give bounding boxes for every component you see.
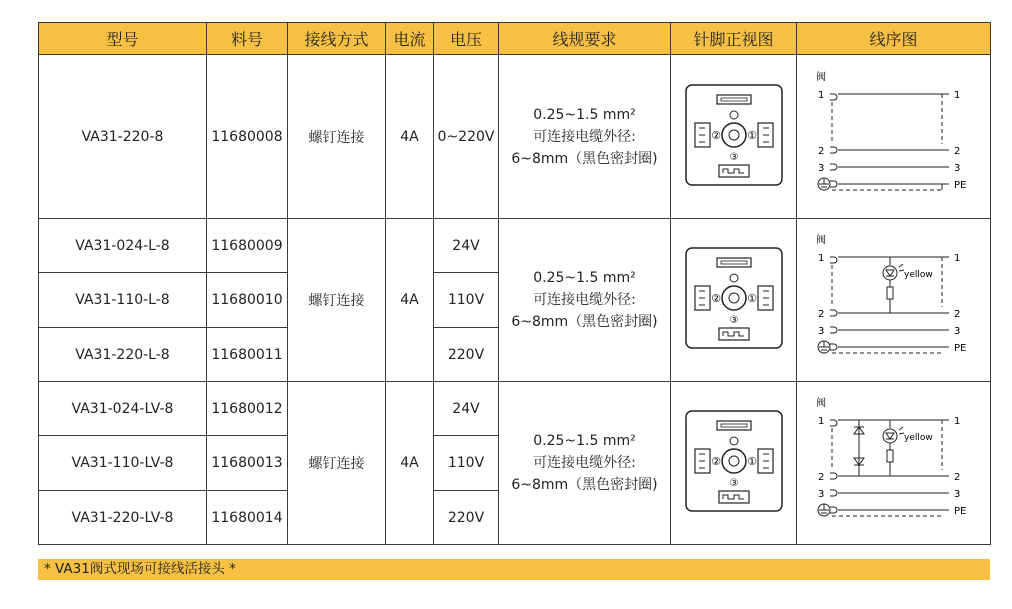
wiring-diagram-cell xyxy=(797,382,991,545)
part-no-cell: 11680014 xyxy=(207,491,288,545)
pin2-text: 2 xyxy=(817,145,824,157)
pin-view-cell xyxy=(671,382,797,545)
model-cell: VA31-024-L-8 xyxy=(39,219,207,273)
pin1-label: ① xyxy=(746,128,757,142)
pin3-text: 3 xyxy=(817,489,824,500)
wiring-cell: 螺钉连接 xyxy=(288,55,386,219)
led-color-label: yellow xyxy=(903,433,933,443)
current-cell: 4A xyxy=(386,55,434,219)
cable-od-value: 6~8mm（黑色密封圈) xyxy=(511,150,658,167)
part-no-cell: 11680012 xyxy=(207,382,288,436)
pin2-label: ② xyxy=(710,128,721,142)
part-no-cell: 11680011 xyxy=(207,328,288,382)
voltage-cell: 24V xyxy=(434,219,499,273)
pin2-label: ② xyxy=(710,455,721,468)
table-row xyxy=(39,219,991,273)
pe-text: PE xyxy=(953,506,966,517)
cable-spec-cell xyxy=(499,55,671,219)
connector-face-diagram xyxy=(679,406,789,516)
header-voltage: 电压 xyxy=(434,23,499,55)
header-cable: 线规要求 xyxy=(499,23,671,55)
pin2-out-text: 2 xyxy=(953,145,960,157)
cable-od-label: 可连接电缆外径: xyxy=(533,128,636,145)
voltage-cell: 110V xyxy=(434,273,499,328)
valve-label: 阀 xyxy=(815,71,826,83)
model-cell: VA31-220-8 xyxy=(39,55,207,219)
pin2-out-text: 2 xyxy=(953,309,960,320)
cable-gauge: 0.25~1.5 mm² xyxy=(533,433,636,449)
table-row xyxy=(39,382,991,436)
pin1-text: 1 xyxy=(817,89,824,101)
cable-od-label: 可连接电缆外径: xyxy=(533,292,636,308)
pin1-text: 1 xyxy=(817,416,824,427)
cable-od-value: 6~8mm（黑色密封圈) xyxy=(511,314,658,330)
cable-gauge: 0.25~1.5 mm² xyxy=(533,106,636,123)
pin1-text: 1 xyxy=(817,253,824,264)
current-cell: 4A xyxy=(386,382,434,545)
connector-face-diagram xyxy=(679,80,789,190)
wiring-diagram-cell xyxy=(797,55,991,219)
wiring-cell: 螺钉连接 xyxy=(288,382,386,545)
header-current: 电流 xyxy=(386,23,434,55)
pin1-out-text: 1 xyxy=(953,416,960,427)
part-no-cell: 11680008 xyxy=(207,55,288,219)
pin1-label: ① xyxy=(746,455,757,468)
connector-face-diagram xyxy=(679,243,789,353)
voltage-cell: 220V xyxy=(434,491,499,545)
pin-view-cell xyxy=(671,55,797,219)
pin3-out-text: 3 xyxy=(953,326,960,337)
pin3-label: ③ xyxy=(729,315,738,326)
table-row xyxy=(39,55,991,219)
wiring-diagram-cell xyxy=(797,219,991,382)
pin1-out-text: 1 xyxy=(953,253,960,264)
pin3-text: 3 xyxy=(817,162,824,174)
pin3-text: 3 xyxy=(817,326,824,337)
footer-note: * VA31阀式现场可接线活接头 * xyxy=(38,559,990,580)
wiring-diagram-led-varistor xyxy=(804,386,984,536)
pin3-out-text: 3 xyxy=(953,162,960,174)
part-no-cell: 11680013 xyxy=(207,436,288,491)
wiring-cell: 螺钉连接 xyxy=(288,219,386,382)
part-no-cell: 11680010 xyxy=(207,273,288,328)
pe-text: PE xyxy=(953,343,966,354)
pin3-label: ③ xyxy=(729,151,738,163)
cable-spec-cell xyxy=(499,219,671,382)
header-row xyxy=(39,23,991,55)
voltage-cell: 220V xyxy=(434,328,499,382)
model-cell: VA31-220-LV-8 xyxy=(39,491,207,545)
part-no-cell: 11680009 xyxy=(207,219,288,273)
valve-label: 阀 xyxy=(815,235,826,246)
pin3-out-text: 3 xyxy=(953,489,960,500)
cable-od-label: 可连接电缆外径: xyxy=(533,455,636,471)
wiring-diagram-led xyxy=(804,223,984,373)
pin2-out-text: 2 xyxy=(953,472,960,483)
header-pin-view: 针脚正视图 xyxy=(671,23,797,55)
pin3-label: ③ xyxy=(729,478,738,489)
spec-table xyxy=(38,22,991,545)
pin-view-cell xyxy=(671,219,797,382)
voltage-cell: 0~220V xyxy=(434,55,499,219)
voltage-cell: 24V xyxy=(434,382,499,436)
model-cell: VA31-110-L-8 xyxy=(39,273,207,328)
cable-od-value: 6~8mm（黑色密封圈) xyxy=(511,477,658,493)
wiring-diagram xyxy=(804,60,984,210)
pin2-text: 2 xyxy=(817,309,824,320)
pin1-label: ① xyxy=(746,292,757,305)
header-wiring-diagram: 线序图 xyxy=(797,23,991,55)
model-cell: VA31-110-LV-8 xyxy=(39,436,207,491)
pin2-text: 2 xyxy=(817,472,824,483)
cable-spec-cell xyxy=(499,382,671,545)
led-color-label: yellow xyxy=(903,270,933,280)
voltage-cell: 110V xyxy=(434,436,499,491)
header-part-no: 料号 xyxy=(207,23,288,55)
model-cell: VA31-024-LV-8 xyxy=(39,382,207,436)
valve-label: 阀 xyxy=(815,398,826,409)
pe-text: PE xyxy=(953,179,966,191)
pin2-label: ② xyxy=(710,292,721,305)
header-model: 型号 xyxy=(39,23,207,55)
cable-gauge: 0.25~1.5 mm² xyxy=(533,270,636,286)
model-cell: VA31-220-L-8 xyxy=(39,328,207,382)
current-cell: 4A xyxy=(386,219,434,382)
pin1-out-text: 1 xyxy=(953,89,960,101)
header-wiring: 接线方式 xyxy=(288,23,386,55)
